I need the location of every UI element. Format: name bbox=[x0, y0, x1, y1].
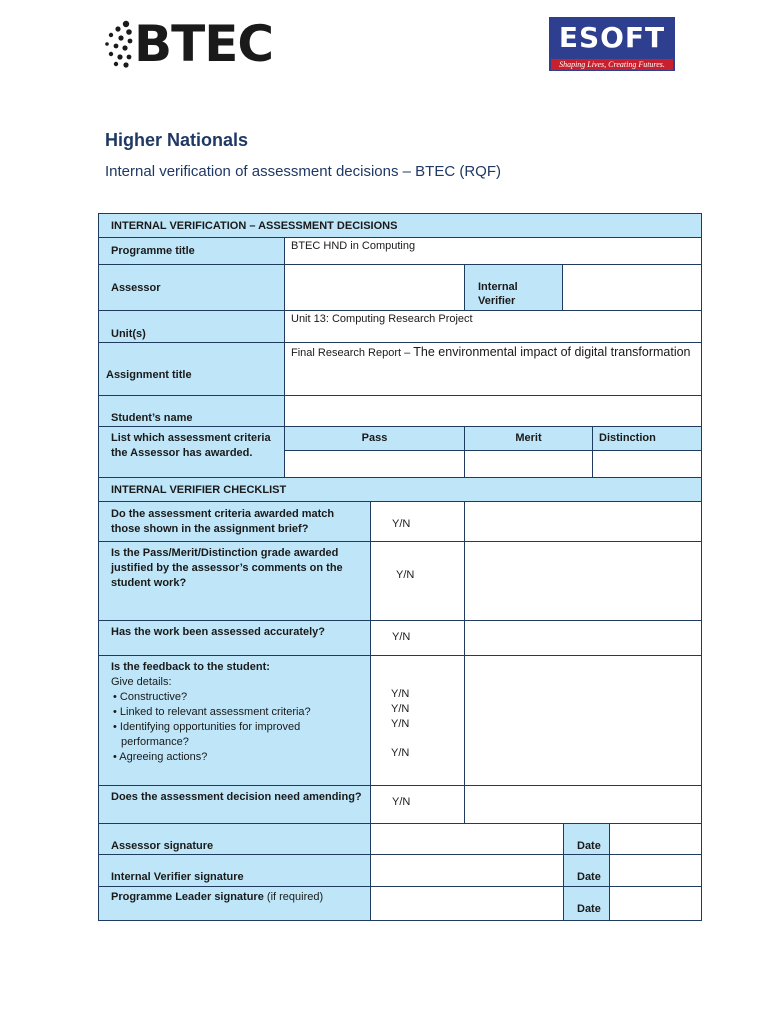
programme-leader-date-label: Date bbox=[563, 886, 610, 921]
btec-dots-icon bbox=[104, 20, 134, 68]
assignment-title-label: Assignment title bbox=[98, 342, 285, 396]
criteria-label: List which assessment criteria the Assessor has awarded. bbox=[98, 426, 285, 478]
esoft-tagline: Shaping Lives, Creating Futures. bbox=[551, 59, 673, 70]
units-label: Unit(s) bbox=[98, 310, 285, 343]
assessor-signature-field[interactable] bbox=[370, 823, 564, 855]
checklist-q2: Is the Pass/Merit/Distinction grade awarded justified by the assessor’s comments on the student work? bbox=[98, 541, 371, 621]
programme-leader-date-field[interactable] bbox=[609, 886, 702, 921]
checklist-q2-comment[interactable] bbox=[464, 541, 702, 621]
grade-merit-field[interactable] bbox=[464, 450, 593, 478]
btec-logo bbox=[104, 16, 274, 72]
internal-verifier-field[interactable] bbox=[562, 264, 702, 311]
page-subtitle: Internal verification of assessment decisions – BTEC (RQF) bbox=[105, 163, 501, 180]
checklist-q4-intro: Give details: bbox=[111, 676, 172, 688]
page-title: Higher Nationals bbox=[105, 130, 249, 150]
checklist-q1-comment[interactable] bbox=[464, 501, 702, 542]
grade-merit-header: Merit bbox=[464, 426, 593, 451]
checklist-q3-yn[interactable]: Y/N bbox=[370, 620, 465, 656]
assessor-date-label: Date bbox=[563, 823, 610, 855]
programme-leader-signature-label-note: (if required) bbox=[263, 891, 324, 903]
grade-distinction-field[interactable] bbox=[592, 450, 702, 478]
student-name-label: Student’s name bbox=[98, 395, 285, 427]
checklist-q5: Does the assessment decision need amending? bbox=[98, 785, 371, 824]
internal-verifier-signature-field[interactable] bbox=[370, 854, 564, 887]
grade-distinction-header: Distinction bbox=[592, 426, 702, 451]
esoft-logo-text: ESOFT bbox=[558, 21, 666, 54]
checklist-title: INTERNAL VERIFIER CHECKLIST bbox=[98, 477, 702, 502]
checklist-q1-yn[interactable]: Y/N bbox=[370, 501, 465, 542]
programme-title-field[interactable] bbox=[284, 237, 702, 265]
checklist-q4-yn-2[interactable]: Y/N bbox=[391, 703, 410, 715]
list-item: • Agreeing actions? bbox=[113, 751, 208, 763]
units-value: Unit 13: Computing Research Project bbox=[291, 313, 473, 325]
checklist-q4-yn-group[interactable] bbox=[370, 655, 465, 786]
checklist-q4-comment[interactable] bbox=[464, 655, 702, 786]
checklist-q5-yn[interactable]: Y/N bbox=[370, 785, 465, 824]
assessor-label: Assessor bbox=[98, 264, 285, 311]
programme-leader-signature-label-bold: Programme Leader signature bbox=[111, 891, 264, 903]
checklist-q4-yn-1[interactable]: Y/N bbox=[391, 688, 410, 700]
checklist-q2-yn[interactable]: Y/N bbox=[370, 541, 465, 621]
btec-logo-text: BTEC bbox=[134, 15, 274, 73]
list-item: • Linked to relevant assessment criteria? bbox=[113, 706, 311, 718]
internal-verifier-label: Internal Verifier bbox=[464, 264, 563, 311]
checklist-q1: Do the assessment criteria awarded match those shown in the assignment brief? bbox=[98, 501, 371, 542]
esoft-logo bbox=[549, 17, 675, 71]
grade-pass-header: Pass bbox=[284, 426, 465, 451]
section-title: INTERNAL VERIFICATION – ASSESSMENT DECISIONS bbox=[98, 213, 702, 238]
checklist-q4-yn-3[interactable]: Y/N bbox=[391, 718, 410, 730]
list-item: • Constructive? bbox=[113, 691, 188, 703]
internal-verifier-date-field[interactable] bbox=[609, 854, 702, 887]
assessor-signature-label: Assessor signature bbox=[98, 823, 371, 855]
assignment-title-value-prefix: Final Research Report – bbox=[291, 347, 414, 359]
programme-title-value: BTEC HND in Computing bbox=[291, 240, 416, 252]
assignment-title-value: The environmental impact of digital transformation bbox=[413, 345, 691, 359]
assessor-date-field[interactable] bbox=[609, 823, 702, 855]
assessor-field[interactable] bbox=[284, 264, 465, 311]
grade-pass-field[interactable] bbox=[284, 450, 465, 478]
student-name-field[interactable] bbox=[284, 395, 702, 427]
internal-verifier-signature-label: Internal Verifier signature bbox=[98, 854, 371, 887]
checklist-q5-comment[interactable] bbox=[464, 785, 702, 824]
internal-verifier-date-label: Date bbox=[563, 854, 610, 887]
programme-leader-signature-field[interactable] bbox=[370, 886, 564, 921]
checklist-q4 bbox=[98, 655, 371, 786]
checklist-q4-list bbox=[111, 690, 364, 765]
units-field[interactable] bbox=[284, 310, 702, 343]
programme-title-label: Programme title bbox=[98, 237, 285, 265]
checklist-q3-comment[interactable] bbox=[464, 620, 702, 656]
programme-leader-signature-label bbox=[98, 886, 371, 921]
assignment-title-field[interactable] bbox=[284, 342, 702, 396]
checklist-q3: Has the work been assessed accurately? bbox=[98, 620, 371, 656]
checklist-q4-title: Is the feedback to the student: bbox=[111, 661, 270, 673]
list-item: • Identifying opportunities for improved performance? bbox=[113, 721, 301, 748]
checklist-q4-yn-4[interactable]: Y/N bbox=[391, 747, 410, 759]
